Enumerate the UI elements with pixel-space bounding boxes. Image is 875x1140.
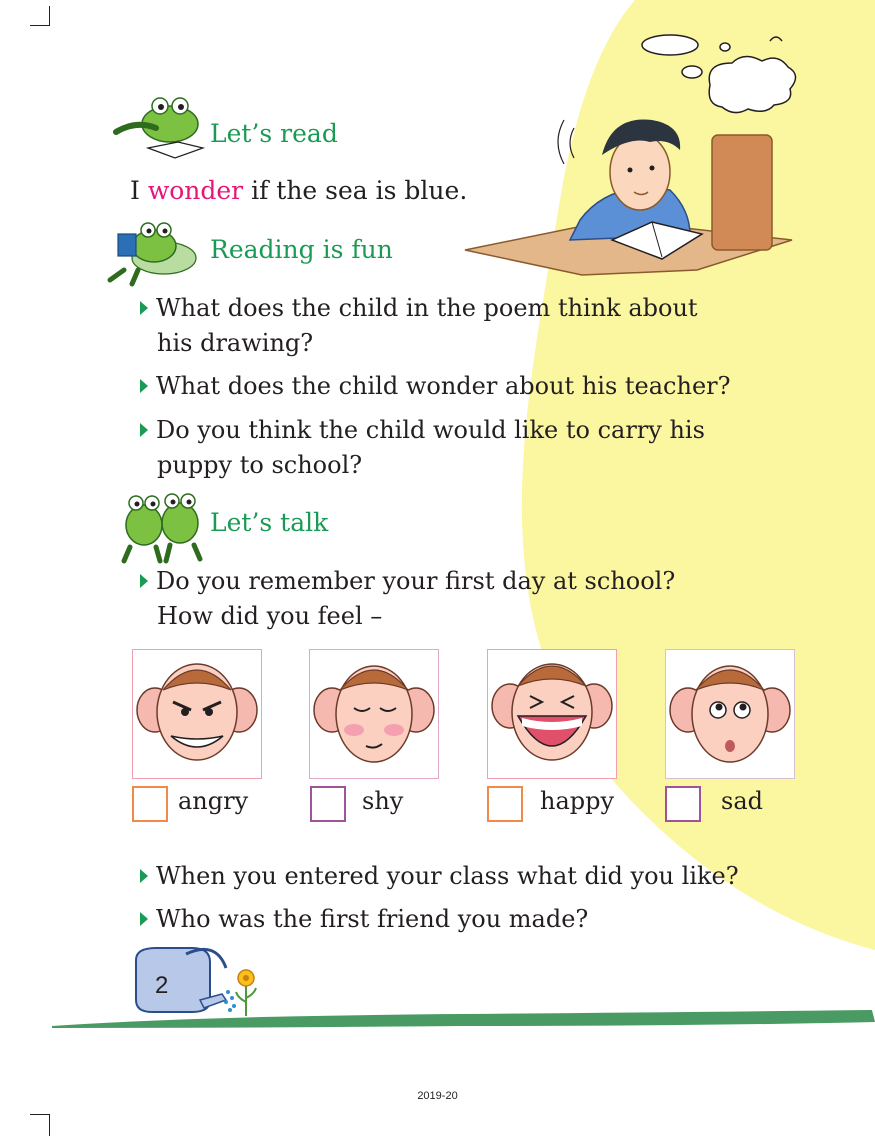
question-text: Do you remember your first day at school? <box>156 567 676 595</box>
happy-label: happy <box>540 787 615 815</box>
question-item <box>140 859 739 894</box>
question-text-continued: puppy to school? <box>157 451 363 479</box>
question-text: When you entered your class what did you like? <box>156 862 739 890</box>
lets-talk-heading: Let’s talk <box>210 508 329 537</box>
angry-checkbox[interactable] <box>132 786 168 822</box>
bullet-arrow-icon <box>140 574 148 588</box>
frog-with-book-icon <box>104 210 204 290</box>
two-frogs-icon <box>116 485 208 565</box>
happy-checkbox[interactable] <box>487 786 523 822</box>
happy-monkey-picture <box>487 649 617 779</box>
frog-reading-icon <box>108 92 206 167</box>
question-text: Who was the first friend you made? <box>156 905 589 933</box>
question-item <box>140 291 698 361</box>
highlighted-word: wonder <box>147 176 244 205</box>
lets-read-heading: Let’s read <box>210 119 338 148</box>
footer-year: 2019-20 <box>417 1090 458 1102</box>
question-text: Do you think the child would like to carry his <box>156 416 705 444</box>
question-item <box>140 413 705 483</box>
question-text: What does the child wonder about his teacher? <box>156 372 731 400</box>
question-item <box>140 902 588 937</box>
shy-checkbox[interactable] <box>310 786 346 822</box>
page-number: 2 <box>155 972 169 999</box>
shy-label: shy <box>362 787 404 815</box>
boy-reading-illustration <box>462 100 802 280</box>
question-text-continued: his drawing? <box>157 329 314 357</box>
angry-monkey-picture <box>132 649 262 779</box>
question-text-continued: How did you feel – <box>157 602 383 630</box>
sentence-end: if the sea is blue. <box>243 176 468 205</box>
bullet-arrow-icon <box>140 379 148 393</box>
angry-label: angry <box>178 787 249 815</box>
sad-monkey-picture <box>665 649 795 779</box>
shy-monkey-picture <box>309 649 439 779</box>
bullet-arrow-icon <box>140 869 148 883</box>
reading-is-fun-heading: Reading is fun <box>210 235 393 264</box>
question-item <box>140 369 731 404</box>
question-text: What does the child in the poem think about <box>156 294 698 322</box>
bullet-arrow-icon <box>140 912 148 926</box>
example-sentence <box>130 176 467 205</box>
ground-strip <box>0 1004 875 1034</box>
sad-label: sad <box>721 787 763 815</box>
sentence-start: I <box>130 176 148 205</box>
bullet-arrow-icon <box>140 423 148 437</box>
question-item <box>140 564 675 634</box>
sad-checkbox[interactable] <box>665 786 701 822</box>
bullet-arrow-icon <box>140 301 148 315</box>
